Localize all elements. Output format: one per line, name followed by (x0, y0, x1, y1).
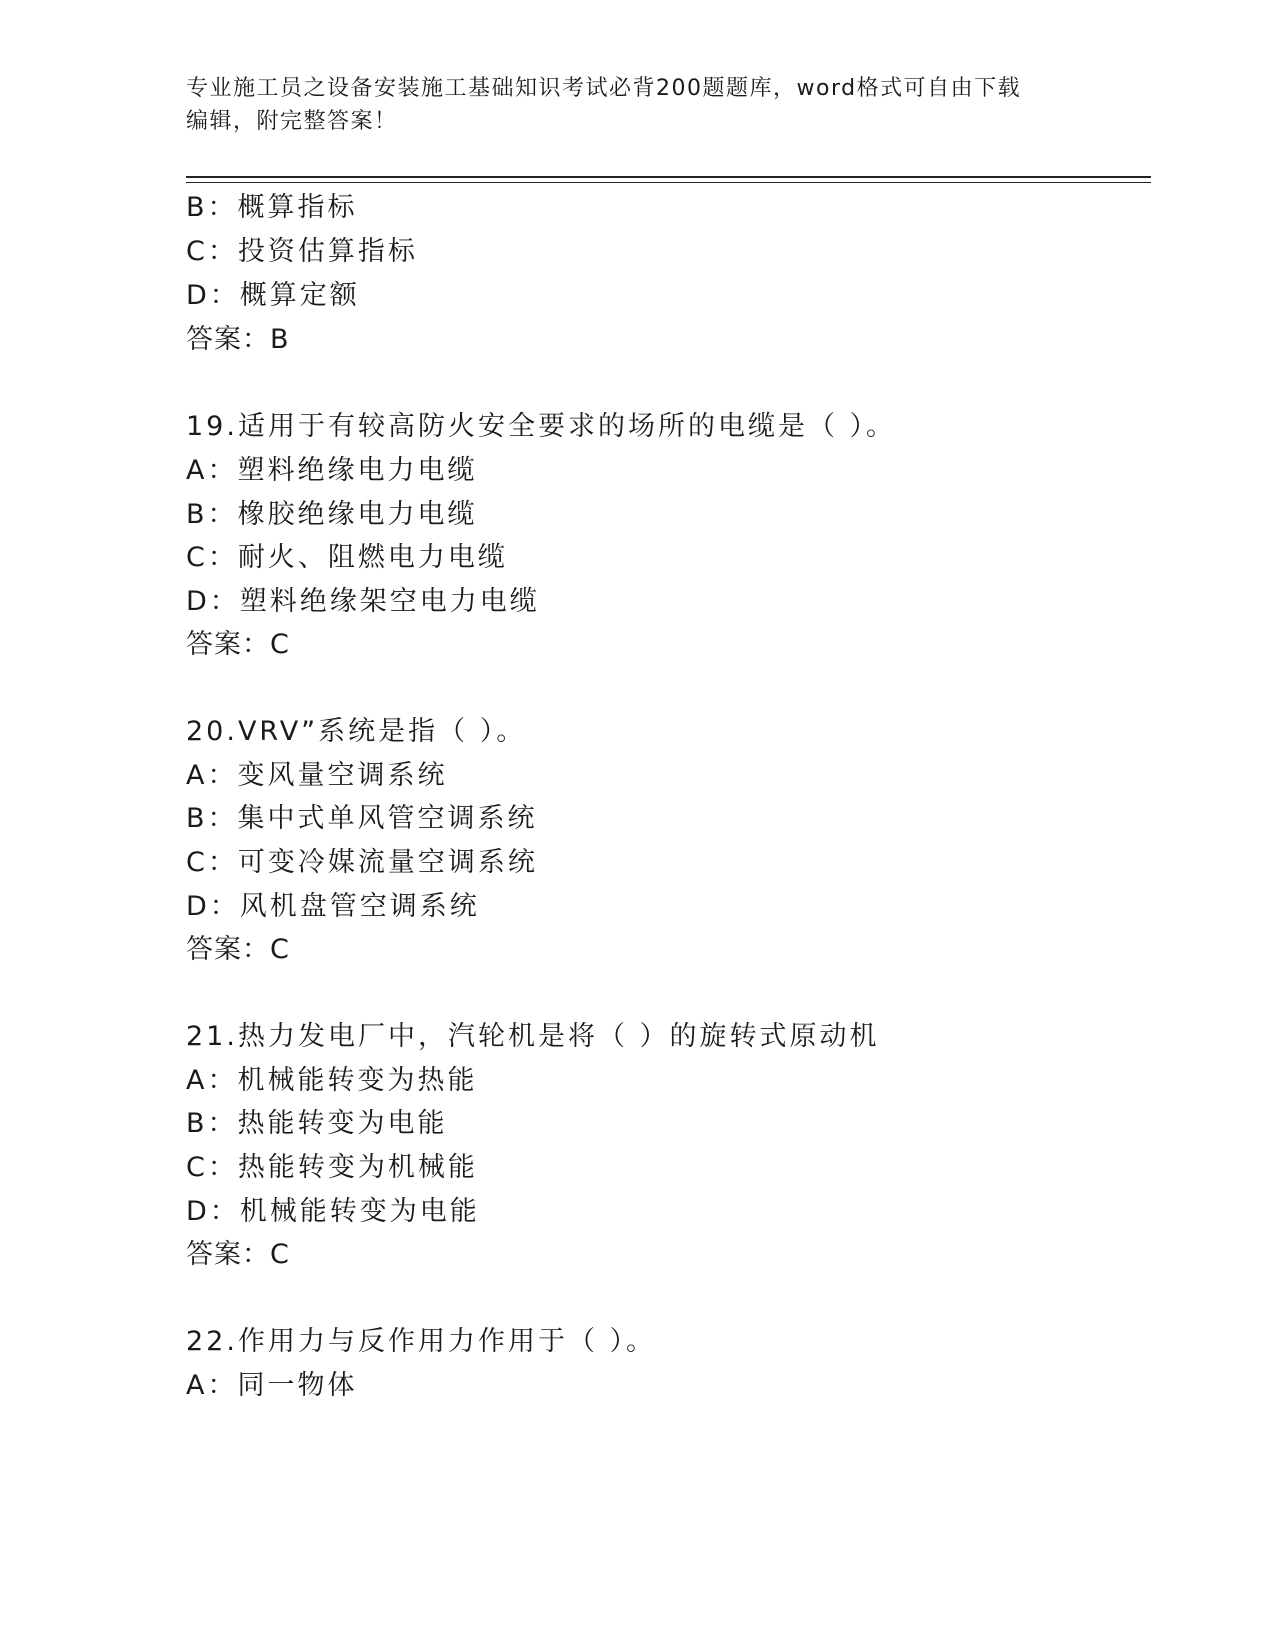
q18-option-b: B：概算指标 (186, 192, 358, 223)
header-divider-thin (186, 182, 1151, 183)
header-divider-thick (186, 176, 1151, 178)
header-title-line-2: 编辑，附完整答案！ (186, 109, 398, 134)
q18-option-d: D：概算定额 (186, 280, 360, 311)
q22-question: 22.作用力与反作用力作用于（ ）。 (186, 1326, 657, 1357)
document-header (186, 72, 1066, 138)
q22-option-a: A：同一物体 (186, 1370, 358, 1401)
q18-option-c: C：投资估算指标 (186, 236, 418, 267)
q20-question: 20.VRV”系统是指（ ）。 (186, 716, 527, 747)
q19-answer: 答案：C (186, 629, 290, 660)
q19-option-a: A：塑料绝缘电力电缆 (186, 455, 478, 486)
q20-option-b: B：集中式单风管空调系统 (186, 803, 538, 834)
q19-option-c: C：耐火、阻燃电力电缆 (186, 542, 508, 573)
q19-question: 19.适用于有较高防火安全要求的场所的电缆是（ ）。 (186, 411, 897, 442)
q19-option-b: B：橡胶绝缘电力电缆 (186, 499, 478, 530)
header-title-line-1: 专业施工员之设备安装施工基础知识考试必背200题题库，word格式可自由下载 (186, 76, 1022, 101)
q20-option-c: C：可变冷媒流量空调系统 (186, 847, 538, 878)
q20-answer: 答案：C (186, 934, 290, 965)
q21-option-a: A：机械能转变为热能 (186, 1065, 478, 1096)
q20-option-d: D：风机盘管空调系统 (186, 891, 480, 922)
q18-answer: 答案：B (186, 324, 290, 355)
q21-question: 21.热力发电厂中，汽轮机是将（ ）的旋转式原动机 (186, 1021, 880, 1052)
q19-option-d: D：塑料绝缘架空电力电缆 (186, 586, 540, 617)
q21-option-d: D：机械能转变为电能 (186, 1196, 480, 1227)
q21-option-c: C：热能转变为机械能 (186, 1152, 478, 1183)
q20-option-a: A：变风量空调系统 (186, 760, 448, 791)
q21-option-b: B：热能转变为电能 (186, 1108, 448, 1139)
q21-answer: 答案：C (186, 1239, 290, 1270)
